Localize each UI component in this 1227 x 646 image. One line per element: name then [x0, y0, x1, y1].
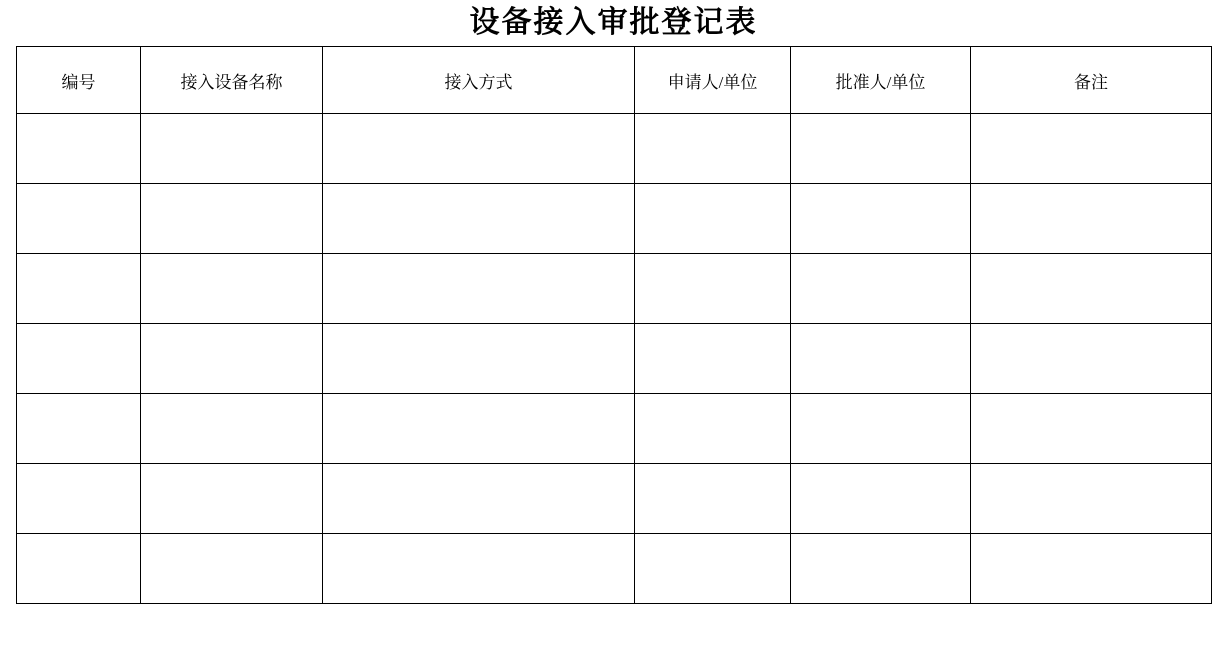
table-row: [17, 254, 1212, 324]
cell-remarks[interactable]: [971, 254, 1212, 324]
cell-id[interactable]: [17, 464, 141, 534]
column-header-applicant: 申请人/单位: [635, 47, 791, 114]
table-header: [17, 47, 1212, 114]
cell-device-name[interactable]: [141, 184, 323, 254]
cell-applicant[interactable]: [635, 464, 791, 534]
cell-remarks[interactable]: [971, 534, 1212, 604]
cell-access-method[interactable]: [323, 254, 635, 324]
cell-id[interactable]: [17, 184, 141, 254]
cell-device-name[interactable]: [141, 254, 323, 324]
cell-access-method[interactable]: [323, 114, 635, 184]
table-row: [17, 324, 1212, 394]
column-header-device-name: 接入设备名称: [141, 47, 323, 114]
cell-applicant[interactable]: [635, 324, 791, 394]
cell-device-name[interactable]: [141, 464, 323, 534]
table-row: [17, 534, 1212, 604]
cell-remarks[interactable]: [971, 184, 1212, 254]
cell-approver[interactable]: [791, 254, 971, 324]
table-row: [17, 114, 1212, 184]
cell-approver[interactable]: [791, 184, 971, 254]
cell-applicant[interactable]: [635, 254, 791, 324]
cell-approver[interactable]: [791, 464, 971, 534]
cell-remarks[interactable]: [971, 394, 1212, 464]
cell-approver[interactable]: [791, 534, 971, 604]
table-body: [17, 114, 1212, 604]
cell-device-name[interactable]: [141, 534, 323, 604]
cell-id[interactable]: [17, 114, 141, 184]
cell-access-method[interactable]: [323, 394, 635, 464]
cell-remarks[interactable]: [971, 464, 1212, 534]
table-header-row: [17, 47, 1212, 114]
cell-access-method[interactable]: [323, 534, 635, 604]
table-row: [17, 394, 1212, 464]
column-header-remarks: 备注: [971, 47, 1212, 114]
table-row: [17, 464, 1212, 534]
cell-id[interactable]: [17, 394, 141, 464]
device-access-approval-table: [16, 46, 1212, 604]
cell-approver[interactable]: [791, 324, 971, 394]
cell-device-name[interactable]: [141, 394, 323, 464]
cell-approver[interactable]: [791, 394, 971, 464]
cell-id[interactable]: [17, 324, 141, 394]
table-row: [17, 184, 1212, 254]
cell-applicant[interactable]: [635, 114, 791, 184]
cell-device-name[interactable]: [141, 114, 323, 184]
cell-access-method[interactable]: [323, 464, 635, 534]
cell-remarks[interactable]: [971, 114, 1212, 184]
cell-access-method[interactable]: [323, 184, 635, 254]
cell-applicant[interactable]: [635, 184, 791, 254]
cell-id[interactable]: [17, 254, 141, 324]
cell-remarks[interactable]: [971, 324, 1212, 394]
column-header-approver: 批准人/单位: [791, 47, 971, 114]
column-header-id: 编号: [17, 47, 141, 114]
cell-id[interactable]: [17, 534, 141, 604]
column-header-access-method: 接入方式: [323, 47, 635, 114]
cell-applicant[interactable]: [635, 534, 791, 604]
table-container: [0, 46, 1227, 604]
cell-access-method[interactable]: [323, 324, 635, 394]
cell-approver[interactable]: [791, 114, 971, 184]
page-title: 设备接入审批登记表: [469, 6, 758, 39]
cell-device-name[interactable]: [141, 324, 323, 394]
cell-applicant[interactable]: [635, 394, 791, 464]
